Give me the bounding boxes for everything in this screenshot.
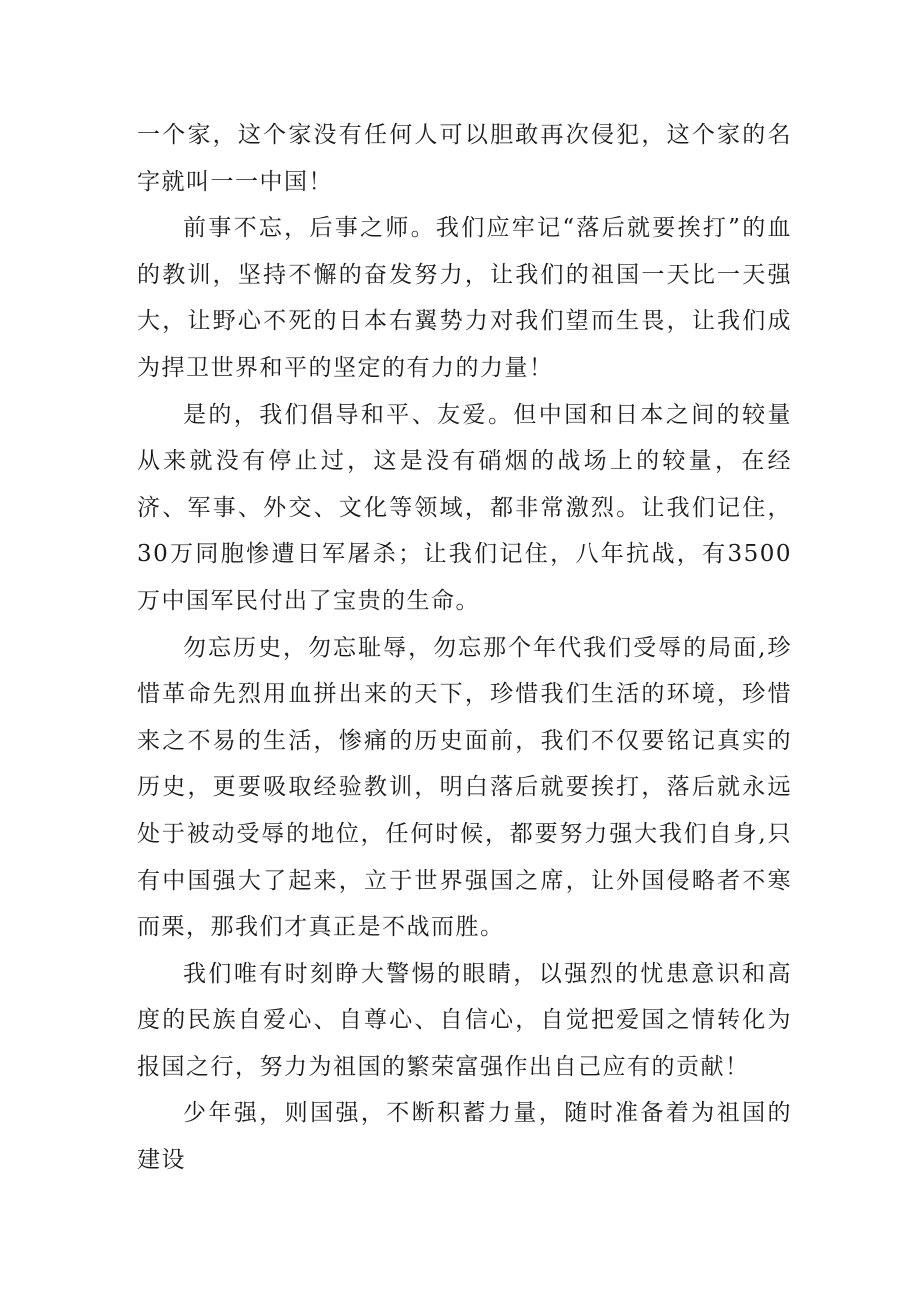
paragraph-never-forget: 勿忘历史，勿忘耻辱，勿忘那个年代我们受辱的局面,珍惜革命先烈用血拼出来的天下，珍惜我们生活的环境，珍惜来之不易的生活，惨痛的历史面前，我们不仅要铭记真实的历史，更要吸取经验教训，明白落后就要挨打，落后就永远处于被动受辱的地位，任何时候，都要努力强大我们自身,只有中国强大了起来，立于世界强国之席，让外国侵略者不寒而栗，那我们才真正是不战而胜。 (137, 634, 792, 941)
paragraph-peace-and-contest: 是的，我们倡导和平、友爱。但中国和日本之间的较量从来就没有停止过，这是没有硝烟的战场上的较量，在经济、军事、外交、文化等领域，都非常激烈。让我们记住，30万同胞惨遭日军屠杀；让我们记住，八年抗战，有3500万中国军民付出了宝贵的生命。 (137, 401, 792, 614)
paragraph-continued: 一个家，这个家没有任何人可以胆敢再次侵犯，这个家的名字就叫一一中国！ (137, 122, 792, 195)
paragraph-lessons-of-history: 前事不忘，后事之师。我们应牢记“落后就要挨打”的血的教训，坚持不懈的奋发努力，让我们的祖国一天比一天强大，让野心不死的日本右翼势力对我们望而生畏，让我们成为捍卫世界和平的坚定的有力的力量！ (137, 215, 792, 381)
paragraph-youth-strong: 少年强，则国强，不断积蓄力量，随时准备着为祖国的建设 (137, 1100, 792, 1174)
paragraph-vigilance: 我们唯有时刻睁大警惕的眼睛，以强烈的忧患意识和高度的民族自爱心、自尊心、自信心，自觉把爱国之情转化为报国之行，努力为祖国的繁荣富强作出自己应有的贡献！ (137, 960, 792, 1080)
document-body (137, 112, 792, 1184)
